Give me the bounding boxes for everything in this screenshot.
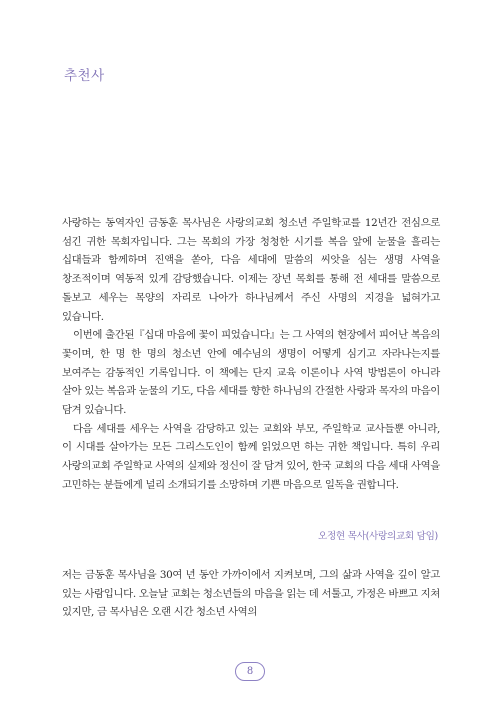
recommendation-body: [62, 214, 440, 495]
second-recommendation-body: [62, 566, 440, 622]
recommendation-signature: 오정현 목사(사랑의교회 담임): [318, 531, 438, 542]
recommendation-paragraph-1: 사랑하는 동역자인 금동훈 목사님은 사랑의교회 청소년 주일학교를 12년간 전심으로 섬긴 귀한 목회자입니다. 그는 목회의 가장 청청한 시기를 복음 앞에 눈물을 흘리는 십대들과 함께하며 진액을 쏟아, 다음 세대에 말씀의 씨앗을 심는 생명 사역을 창조적이며 역동적 있게 감당했습니다. 이제는 장년 목회를 통해 전 세대를 말씀으로 돌보고 세우는 목양의 자리로 나아가 하나님께서 주신 사명의 지경을 넓혀가고 있습니다.: [62, 217, 440, 323]
recommendation-paragraph-2: 이번에 출간된『십대 마음에 꽃이 피었습니다』는 그 사역의 현장에서 피어난 복음의 꽃이며, 한 명 한 명의 청소년 안에 예수님의 생명이 어떻게 심기고 자라나는지를 보여주는 감동적인 기록입니다. 이 책에는 단지 교육 이론이나 사역 방법론이 아니라 살아 있는 복음과 눈물의 기도, 다음 세대를 향한 하나님의 간절한 사랑과 목자의 마음이 담겨 있습니다.: [62, 329, 440, 417]
second-recommendation-paragraph: 저는 금동훈 목사님을 30여 년 동안 가까이에서 지켜보며, 그의 삶과 사역을 깊이 알고 있는 사람입니다. 오늘날 교회는 청소년들의 마음을 읽는 데 서툴고, 가정은 바쁘고 지쳐 있지만, 금 목사님은 오랜 시간 청소년 사역의: [62, 569, 440, 619]
page-number: 8: [235, 662, 265, 681]
recommendation-paragraph-3: 다음 세대를 세우는 사역을 감당하고 있는 교회와 부모, 주일학교 교사들뿐 아니라, 이 시대를 살아가는 모든 그리스도인이 함께 읽었으면 하는 귀한 책입니다. 특히 우리 사랑의교회 주일학교 사역의 실제와 정신이 잘 담겨 있어, 한국 교회의 다음 세대 사역을 고민하는 분들에게 널리 소개되기를 소망하며 기쁜 마음으로 일독을 권합니다.: [62, 422, 440, 491]
section-title: 추천사: [64, 68, 105, 84]
